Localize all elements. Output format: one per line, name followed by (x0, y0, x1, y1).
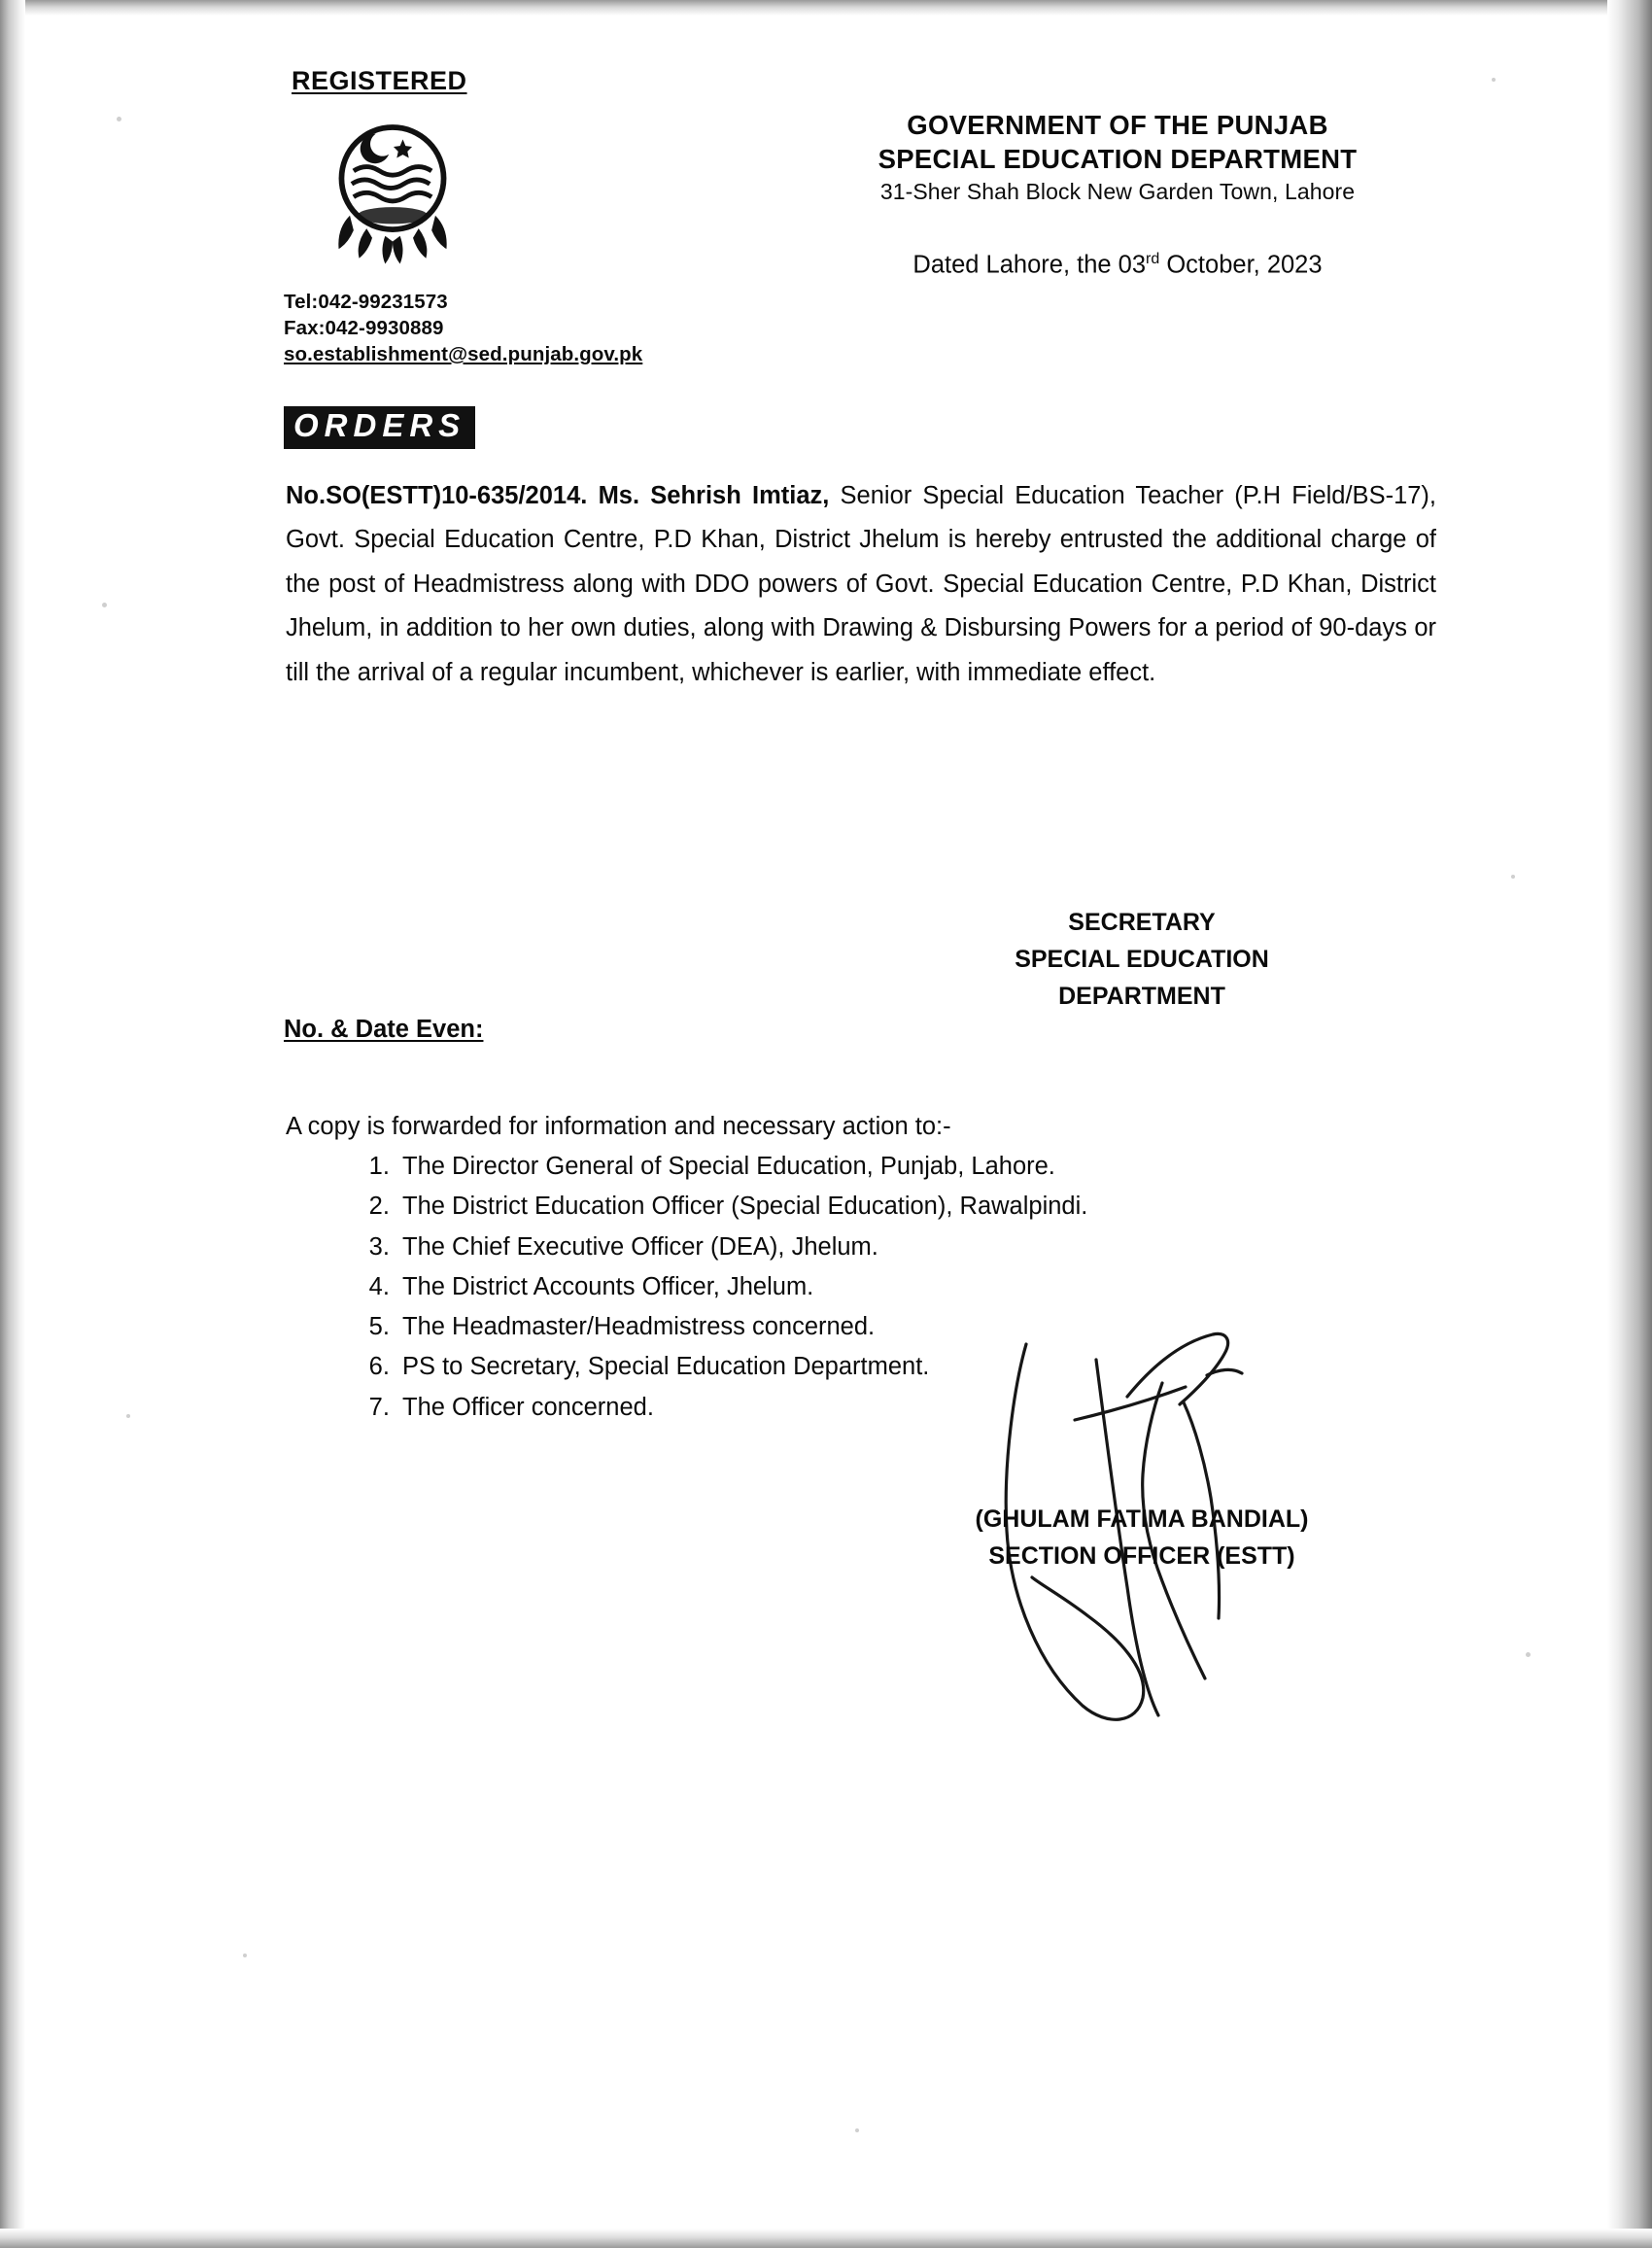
department-address: 31-Sher Shah Block New Garden Town, Lahore (879, 179, 1356, 205)
scan-speckle (102, 603, 107, 607)
emblem-container (292, 102, 515, 275)
copy-forwarded-line: A copy is forwarded for information and necessary action to:- (286, 1113, 951, 1140)
order-body-text: Senior Special Education Teacher (P.H Field/BS-17), Govt. Special Education Centre, P.D Khan, District Jhelum is hereby entrusted the additional charge of the post of Headmistress along with DDO powers of Govt. Special Education Centre, P.D Khan, District Jhelum, in addition to her own duties, along with Drawing & Disbursing Powers for a period of 90-days or till the arrival of a regular incumbent, whichever is earlier, with immediate effect. (286, 482, 1437, 686)
no-and-date-even-label: No. & Date Even: (284, 1016, 484, 1043)
officer-signature-block (904, 1502, 1380, 1574)
scan-speckle (1526, 1652, 1531, 1657)
fax-number: Fax:042-9930889 (284, 317, 444, 340)
scan-speckle (126, 1414, 130, 1418)
orders-banner: ORDERS (284, 406, 475, 449)
order-subject-name: Ms. Sehrish Imtiaz, (598, 482, 830, 509)
order-body-paragraph (286, 474, 1436, 695)
scan-speckle (1492, 78, 1496, 82)
list-item: 6. PS to Secretary, Special Education Department. (396, 1347, 1271, 1387)
dated-ordinal: rd (1146, 251, 1160, 267)
government-title: GOVERNMENT OF THE PUNJAB (907, 110, 1328, 140)
dated-suffix: October, 2023 (1159, 251, 1323, 279)
secretary-line-1: SECRETARY (1068, 909, 1216, 936)
officer-designation: SECTION OFFICER (ESTT) (988, 1541, 1295, 1570)
email-address[interactable]: so.establishment@sed.punjab.gov.pk (284, 343, 643, 366)
list-item: 1. The Director General of Special Education, Punjab, Lahore. (396, 1147, 1271, 1187)
contact-block (284, 289, 642, 367)
telephone-number: Tel:042-99231573 (284, 291, 448, 313)
scan-speckle (855, 2128, 859, 2132)
punjab-government-emblem-icon (309, 106, 476, 273)
secretary-line-2: SPECIAL EDUCATION (1015, 946, 1269, 973)
scan-speckle (117, 117, 121, 121)
dated-line (816, 251, 1419, 280)
list-item: 3. The Chief Executive Officer (DEA), Jhelum. (396, 1228, 1271, 1267)
scan-speckle (1511, 875, 1515, 879)
scan-speckle (243, 1954, 247, 1957)
officer-name: (GHULAM FATIMA BANDIAL) (975, 1505, 1309, 1533)
order-reference-number: No.SO(ESTT)10-635/2014. (286, 482, 588, 509)
list-item: 7. The Officer concerned. (396, 1388, 1271, 1428)
department-title: SPECIAL EDUCATION DEPARTMENT (878, 143, 1358, 174)
list-item: 2. The District Education Officer (Special Education), Rawalpindi. (396, 1187, 1271, 1227)
secretary-line-3: DEPARTMENT (1058, 983, 1225, 1010)
list-item: 5. The Headmaster/Headmistress concerned. (396, 1307, 1271, 1347)
secretary-signature-block (933, 904, 1351, 1015)
list-item: 4. The District Accounts Officer, Jhelum. (396, 1267, 1271, 1307)
dated-prefix: Dated Lahore, the 03 (912, 251, 1147, 279)
government-header (816, 109, 1419, 205)
registered-stamp: REGISTERED (292, 66, 467, 95)
